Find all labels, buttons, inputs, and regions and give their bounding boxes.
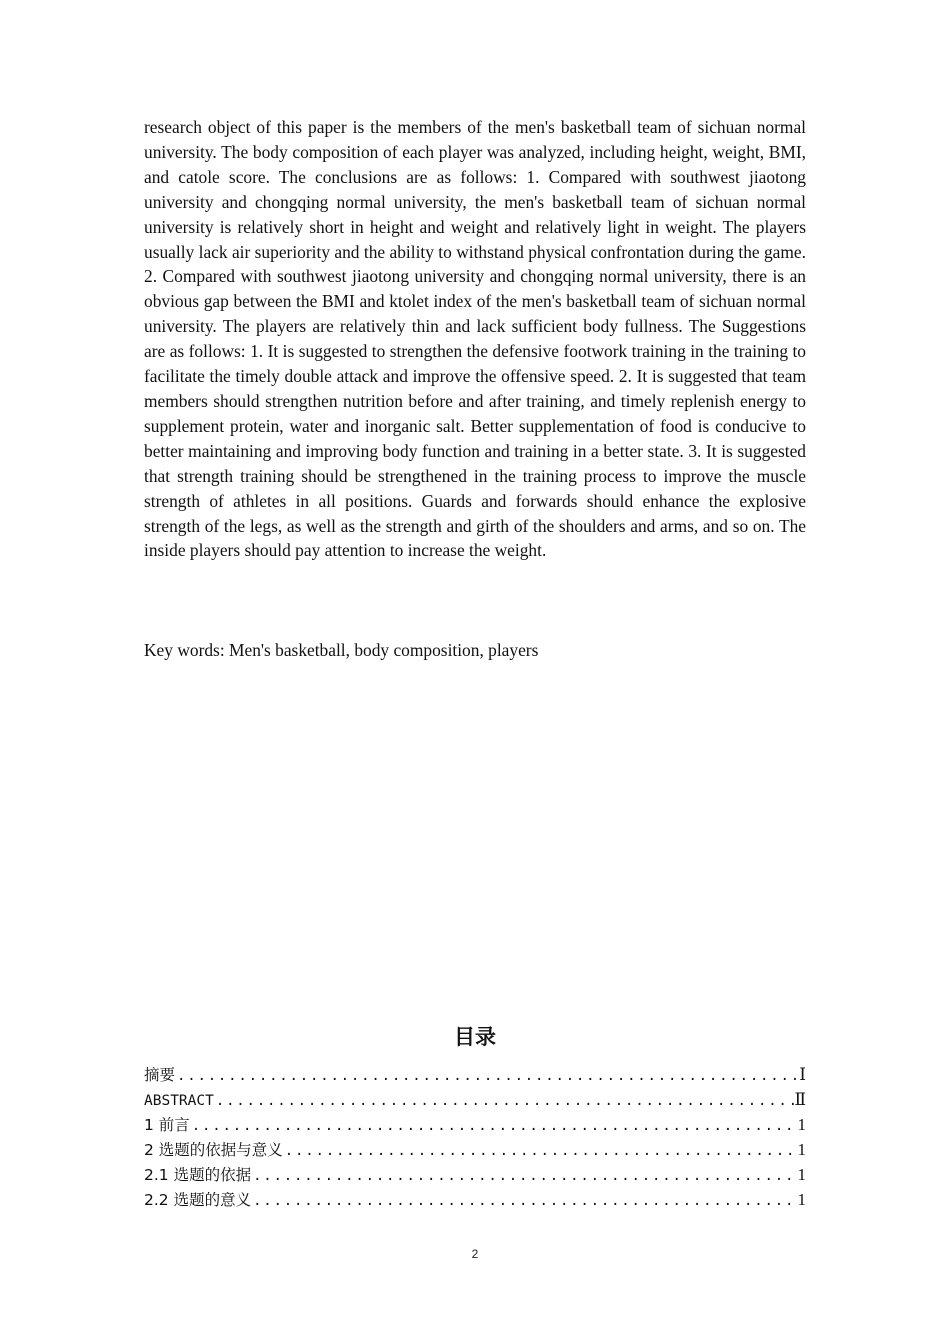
toc-leader-dots: [175, 1064, 796, 1087]
page-number: 2: [471, 1247, 479, 1261]
toc-entry-page: 1: [797, 1115, 806, 1134]
toc-entry-label: 2 选题的依据与意义: [144, 1141, 283, 1159]
toc-entry-page: Ⅰ: [799, 1065, 806, 1084]
toc-leader-dots: [283, 1139, 796, 1162]
toc-entry-basis-significance[interactable]: [144, 1137, 806, 1162]
toc-entry-page: 1: [797, 1165, 806, 1184]
toc-entry-label: 2.1 选题的依据: [144, 1166, 252, 1184]
toc-entry-significance[interactable]: [144, 1187, 806, 1212]
toc-entry-page: 1: [797, 1140, 806, 1159]
toc-title: 目录: [454, 1025, 496, 1049]
toc-entry-page: 1: [797, 1190, 806, 1209]
toc-leader-dots: [251, 1164, 796, 1187]
keywords-line: Key words: Men's basketball, body composition, players: [144, 640, 539, 660]
toc-entry-label: 1 前言: [144, 1116, 190, 1134]
toc-entry-abstract-en[interactable]: [144, 1087, 806, 1112]
toc-entry-page: Ⅱ: [794, 1090, 806, 1109]
toc-entry-preface[interactable]: [144, 1112, 806, 1137]
toc-leader-dots: [251, 1189, 796, 1212]
toc-leader-dots: [190, 1114, 796, 1137]
toc-entry-abstract-cn[interactable]: [144, 1062, 806, 1087]
toc-leader-dots: [214, 1089, 795, 1112]
toc-entry-basis[interactable]: [144, 1162, 806, 1187]
table-of-contents: [144, 1062, 806, 1212]
toc-entry-label: 摘要: [144, 1066, 176, 1084]
toc-entry-label: ABSTRACT: [144, 1093, 214, 1109]
abstract-body: research object of this paper is the members of the men's basketball team of sichuan normal university. The body composition of each player was analyzed, including height, weight, BMI, and catole score. The conclusions are as follows: 1. Compared with southwest jiaotong university and chongqing normal university, the men's basketball team of sichuan normal university is relatively short in height and weight and relatively light in weight. The players usually lack air superiority and the ability to withstand physical confrontation during the game. 2. Compared with southwest jiaotong university and chongqing normal university, there is an obvious gap between the BMI and ktolet index of the men's basketball team of sichuan normal university. The players are relatively thin and lack sufficient body fullness. The Suggestions are as follows: 1. It is suggested to strengthen the defensive footwork training in the training to facilitate the timely double attack and improve the offensive speed. 2. It is suggested that team members should strengthen nutrition before and after training, and timely replenish energy to supplement protein, water and inorganic salt. Better supplementation of food is conducive to better maintaining and improving body function and training in a better state. 3. It is suggested that strength training should be strengthened in the training process to improve the muscle strength of athletes in all positions. Guards and forwards should enhance the explosive strength of the legs, as well as the strength and girth of the shoulders and arms, and so on. The inside players should pay attention to increase the weight.: [144, 117, 806, 561]
toc-entry-label: 2.2 选题的意义: [144, 1191, 252, 1209]
